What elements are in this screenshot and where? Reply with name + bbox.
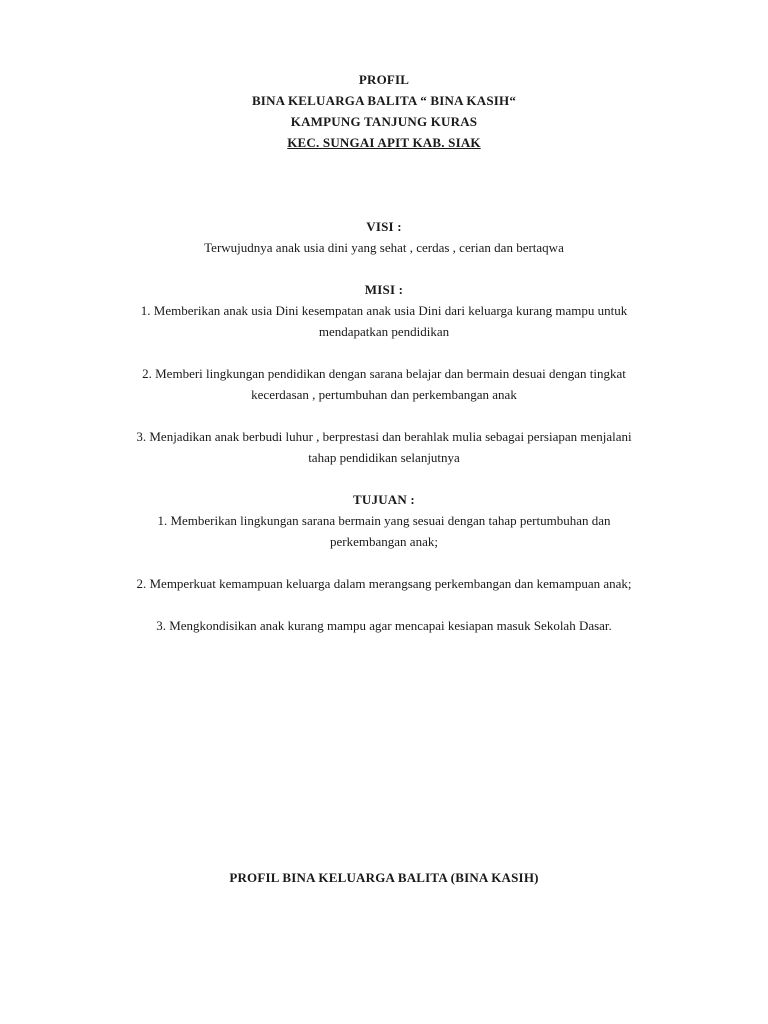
misi-item-3-line-2: tahap pendidikan selanjutnya [308, 450, 460, 465]
visi-text: Terwujudnya anak usia dini yang sehat , cerdas , cerian dan bertaqwa [204, 240, 564, 255]
misi-item-1-line-1: 1. Memberikan anak usia Dini kesempatan anak usia Dini dari keluarga kurang mampu untuk [140, 303, 628, 318]
footer-title: PROFIL BINA KELUARGA BALITA (BINA KASIH) [229, 870, 539, 885]
misi-item-1-line-2: mendapatkan pendidikan [318, 324, 450, 339]
header-village: KAMPUNG TANJUNG KURAS [290, 114, 478, 129]
tujuan-item-1-line-1: 1. Memberikan lingkungan sarana bermain yang sesuai dengan tahap pertumbuhan dan [157, 513, 611, 528]
header-district: KEC. SUNGAI APIT KAB. SIAK [287, 135, 481, 150]
misi-item-3-line-1: 3. Menjadikan anak berbudi luhur , berprestasi dan berahlak mulia sebagai persiapan menjalani [136, 429, 632, 444]
tujuan-item-1-line-2: perkembangan anak; [330, 534, 438, 549]
tujuan-item-2-line-1: 2. Memperkuat kemampuan keluarga dalam merangsang perkembangan dan kemampuan anak; [136, 576, 632, 591]
header-organization: BINA KELUARGA BALITA “ BINA KASIH“ [251, 93, 517, 108]
tujuan-item-3-line-1: 3. Mengkondisikan anak kurang mampu agar mencapai kesiapan masuk Sekolah Dasar. [156, 618, 612, 633]
misi-item-2-line-2: kecerdasan , pertumbuhan dan perkembangan anak [251, 387, 517, 402]
misi-item-2-line-1: 2. Memberi lingkungan pendidikan dengan sarana belajar dan bermain desuai dengan tingkat [142, 366, 626, 381]
tujuan-heading: TUJUAN : [353, 492, 415, 507]
misi-heading: MISI : [364, 282, 404, 297]
header-title: PROFIL [358, 72, 410, 87]
visi-heading: VISI : [366, 219, 402, 234]
